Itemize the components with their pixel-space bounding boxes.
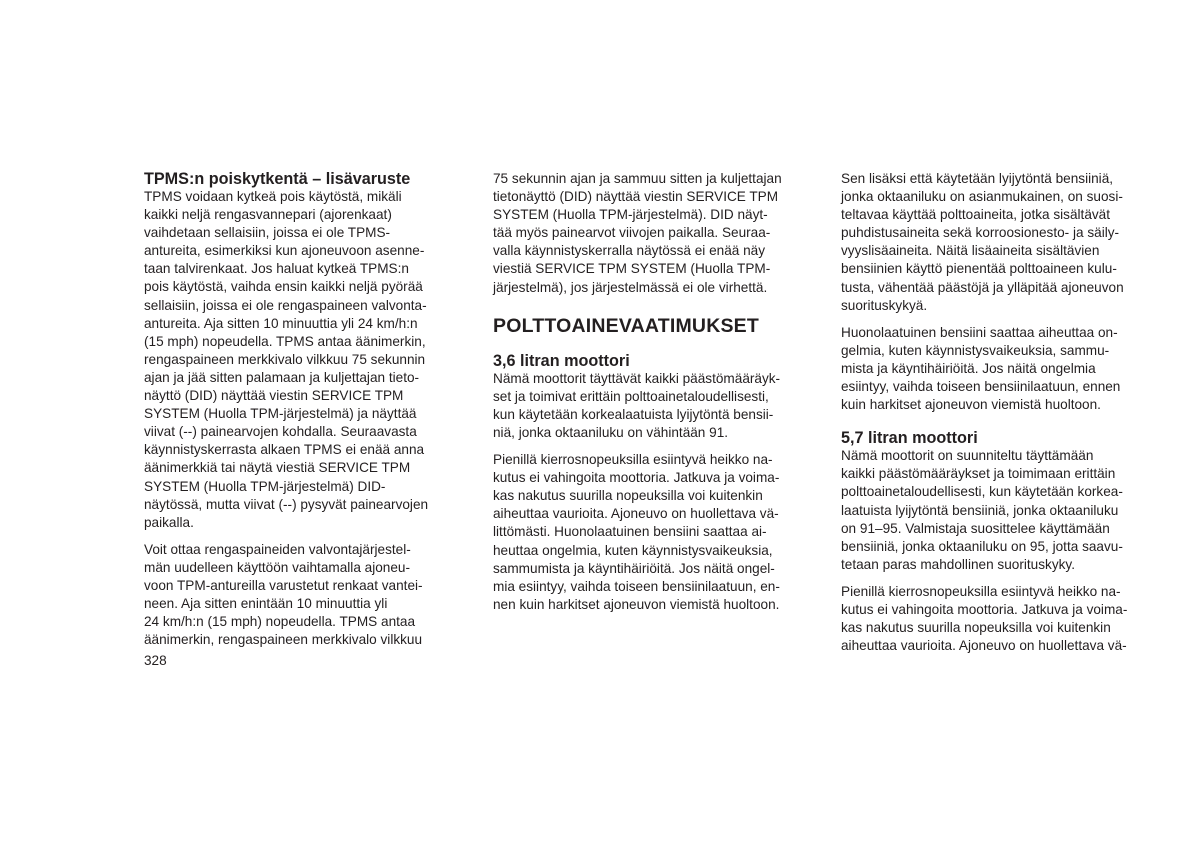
tpms-enable-paragraph: Voit ottaa rengaspaineiden valvontajärjestel- män uudelleen käyttöön vaihtamalla ajoneu- voon TPM-antureilla varustetut renkaat vantei- neen. Aja sitten enintään 10 minuuttia yli 24 km/h:n (15 mph) nopeudella. TPMS antaa äänimerkin, rengaspaineen merkkivalo vilkkuu <box>144 541 423 648</box>
page-number: 328 <box>144 653 167 668</box>
tpms-disable-heading: TPMS:n poiskytkentä – lisävaruste <box>144 170 411 188</box>
knock-paragraph-2: Pienillä kierrosnopeuksilla esiintyvä heikko na- kutus ei vahingoita moottoria. Jatkuva ja voima- kas nakutus suurilla nopeuksilla voi kuitenkin aiheuttaa vaurioita. Ajoneuvo on huollettava vä- <box>841 583 1128 654</box>
tpms-disable-paragraph: TPMS voidaan kytkeä pois käytöstä, mikäli kaikki neljä rengasvannepari (ajorenkaat) vaihdetaan sellaisiin, joissa ei ole TPMS- antureita, esimerkiksi kun ajoneuvoon asenne- taan talvirenkaat. Jos haluat kytkeä TPMS:n pois käytöstä, vaihda ensin kaikki neljä pyörää sellaisiin, joissa ei ole rengaspaineen valvonta- antureita. Aja sitten 10 minuuttia yli 24 km/h:n (15 mph) nopeudella. TPMS antaa äänimerkin, rengaspaineen merkkivalo vilkkuu 75 sekunnin ajan ja jää sitten palamaan ja kuljettajan tieto- näyttö (DID) näyttää viestin SERVICE TPM SYSTEM (Huolla TPM-järjestelmä) ja näyttää viivat (--) painearvojen kohdalla. Seuraavasta käynnistyskerrasta alkaen TPMS ei enää anna äänimerkkiä tai näytä viestiä SERVICE TPM SYSTEM (Huolla TPM-järjestelmä) DID- näytössä, mutta viivat (--) pysyvät painearvojen paikalla. <box>144 189 429 530</box>
additives-paragraph: Sen lisäksi että käytetään lyijytöntä bensiiniä, jonka oktaaniluku on asianmukainen, on suosi- teltavaa käyttää polttoaineita, jotka sisältävät puhdistusaineita sekä korroosionesto- ja säily- vyyslisäaineita. Näitä lisäaineita sisältävien bensiinien käyttö pienentää polttoaineen kulu- tusta, vähentää päästöjä ja ylläpitää ajoneuvon suorituskykyä. <box>841 171 1124 313</box>
poor-fuel-paragraph: Huonolaatuinen bensiini saattaa aiheuttaa on- gelmia, kuten käynnistysvaikeuksia, sammu- mista ja käyntihäiriöitä. Jos näitä ongelmia esiintyy, vaihda toiseen bensiinilaatuun, ennen kuin harkitset ajoneuvon viemistä huoltoon. <box>841 324 1121 413</box>
engine-3-6-heading: 3,6 litran moottori <box>493 351 630 370</box>
column-2 <box>493 170 807 614</box>
column-3 <box>841 170 1155 655</box>
knock-paragraph: Pienillä kierrosnopeuksilla esiintyvä heikko na- kutus ei vahingoita moottoria. Jatkuva ja voima- kas nakutus suurilla nopeuksilla voi kuitenkin aiheuttaa vaurioita. Ajoneuvo on huollettava vä- littömästi. Huonolaatuinen bensiini saattaa ai- heuttaa ongelmia, kuten käynnistysvaikeuksia, sammumista ja käyntihäiriöitä. Jos näitä ongel- mia esiintyy, vaihda toiseen bensiinilaatuun, en- nen kuin harkitset ajoneuvon viemistä huoltoon. <box>493 452 780 612</box>
tpms-continuation-paragraph: 75 sekunnin ajan ja sammuu sitten ja kuljettajan tietonäyttö (DID) näyttää viestin SERVICE TPM SYSTEM (Huolla TPM-järjestelmä). DID näyt- tää myös painearvot viivojen paikalla. Seuraa- valla käynnistyskerralla näytössä ei enää näy viestiä SERVICE TPM SYSTEM (Huolla TPM- järjestelmä), jos järjestelmässä ei ole virhettä. <box>493 171 782 295</box>
engine-3-6-paragraph: Nämä moottorit täyttävät kaikki päästömääräyk- set ja toimivat erittäin polttoainetaloudellisesti, kun käytetään korkealaatuista lyijytöntä bensii- niä, jonka oktaaniluku on vähintään 91. <box>493 370 781 440</box>
engine-5-7-heading: 5,7 litran moottori <box>841 429 978 448</box>
engine-5-7-paragraph: Nämä moottorit on suunniteltu täyttämään kaikki päästömääräykset ja toimimaan erittäin polttoainetaloudellisesti, kun käytetään korkea- laatuista lyijytöntä bensiiniä, jonka oktaaniluku on 91–95. Valmistaja suosittelee käyttämään bensiiniä, jonka oktaaniluku on 95, jotta saavu- tetaan paras mahdollinen suorituskyky. <box>841 448 1123 572</box>
fuel-requirements-heading: POLTTOAINEVAATIMUKSET <box>493 314 760 337</box>
column-1 <box>144 170 458 649</box>
